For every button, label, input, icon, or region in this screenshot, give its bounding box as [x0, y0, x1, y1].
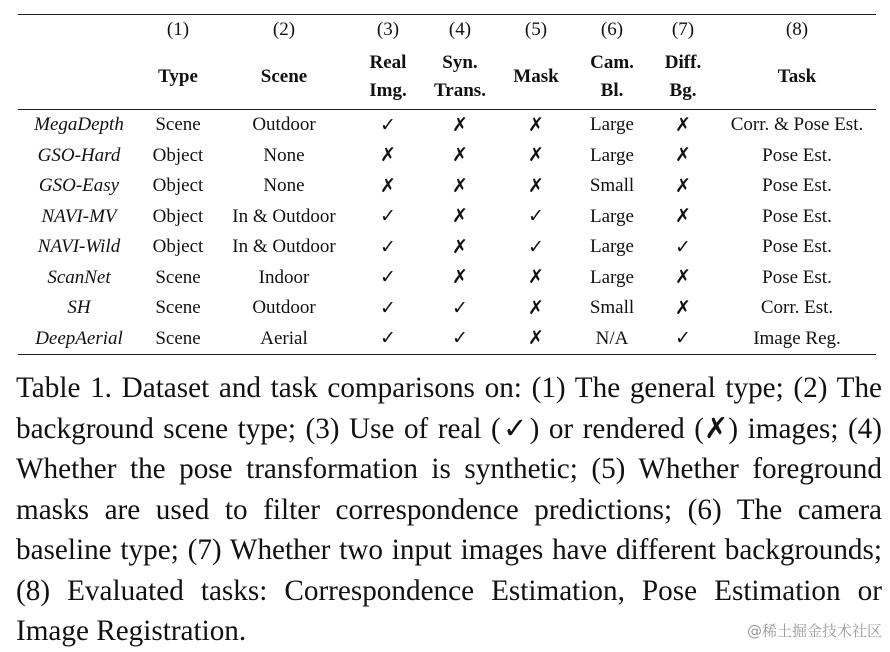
column-number-7: (7): [671, 19, 695, 40]
table-cell: N/A: [595, 327, 629, 349]
table-cell: Aerial: [260, 327, 308, 349]
dataset-name-cell: NAVI-MV: [41, 205, 117, 227]
table-cell: None: [263, 144, 305, 166]
table-cell: In & Outdoor: [232, 205, 336, 227]
table-cell: ✓: [380, 267, 396, 289]
table-cell: Scene: [155, 114, 201, 136]
column-header-line: Real: [369, 52, 407, 73]
table-cell: ✗: [452, 145, 468, 167]
column-header-line: Bl.: [600, 80, 624, 101]
table-cell: Small: [589, 175, 635, 197]
table-cell: Large: [590, 144, 634, 166]
table-cell: ✗: [528, 328, 544, 350]
table-cell: ✗: [452, 175, 468, 197]
dataset-name-cell: MegaDepth: [34, 114, 124, 136]
table-cell: Pose Est.: [762, 236, 832, 258]
table-cell: ✗: [675, 297, 691, 319]
column-number-4: (4): [448, 19, 472, 40]
table-cell: ✓: [380, 328, 396, 350]
table-cell: ✓: [675, 236, 691, 258]
table-cell: ✗: [528, 267, 544, 289]
table-cell: ✓: [528, 236, 544, 258]
column-number-8: (8): [785, 19, 809, 40]
dataset-name-cell: SH: [67, 297, 91, 319]
column-number-1: (1): [166, 19, 190, 40]
column-number-6: (6): [600, 19, 624, 40]
column-header-line: Scene: [260, 66, 308, 87]
column-header-0: [18, 45, 140, 110]
column-header-4: [424, 45, 496, 110]
table-cell: Large: [590, 114, 634, 136]
table-cell: Object: [152, 236, 204, 258]
table-cell: Image Reg.: [753, 327, 841, 349]
table-cell: Large: [590, 205, 634, 227]
table-row: [18, 263, 876, 294]
column-number-0: [18, 15, 140, 46]
table-cell: ✓: [380, 206, 396, 228]
table-row: [18, 324, 876, 355]
column-number-5: (5): [524, 19, 548, 40]
table-cell: ✗: [675, 145, 691, 167]
table-cell: ✗: [528, 114, 544, 136]
column-number-2: (2): [272, 19, 296, 40]
table-cell: ✗: [675, 114, 691, 136]
table-cell: ✓: [528, 206, 544, 228]
table-cell: ✗: [528, 145, 544, 167]
table-row: [18, 141, 876, 172]
table-row: [18, 232, 876, 263]
table-cell: Object: [152, 144, 204, 166]
table-cell: Pose Est.: [762, 205, 832, 227]
column-header-line: Type: [158, 66, 198, 87]
table-cell: Outdoor: [252, 114, 316, 136]
table-cell: ✗: [528, 175, 544, 197]
table-cell: Outdoor: [252, 297, 316, 319]
watermark-text: @稀土掘金技术社区: [746, 622, 882, 640]
table-cell: ✗: [675, 175, 691, 197]
table-cell: Object: [152, 205, 204, 227]
table-cell: Corr. Est.: [760, 297, 834, 319]
column-header-3: [352, 45, 424, 110]
table-cell: ✓: [452, 297, 468, 319]
column-header-6: [576, 45, 648, 110]
table-cell: ✓: [380, 114, 396, 136]
column-header-1: [140, 45, 216, 110]
dataset-name-cell: GSO-Hard: [37, 144, 121, 166]
column-header-line: Trans.: [434, 80, 486, 101]
column-header-line: Diff.: [664, 52, 702, 73]
table-cell: ✗: [452, 236, 468, 258]
column-header-8: [718, 45, 876, 110]
table-cell: Corr. & Pose Est.: [730, 114, 864, 136]
table-cell: Pose Est.: [762, 144, 832, 166]
table-row: [18, 293, 876, 324]
table-row: [18, 110, 876, 141]
table-caption: Table 1. Dataset and task comparisons on: (1) The general type; (2) The background scene type; (3) Use of real (✓) or rendered (✗) images; (4) Whether the pose transformation is synthetic; (5) Whether foreground masks are used to filter correspondence predictions; (6) The camera baseline type; (7) Whether two input images have different backgrounds; (8) Evaluated tasks: Correspondence Estimation, Pose Estimation or Image Registration.: [16, 372, 882, 647]
column-number-row: [18, 15, 876, 46]
table-cell: ✗: [452, 267, 468, 289]
dataset-name-cell: ScanNet: [47, 266, 111, 288]
table-cell: Indoor: [258, 266, 310, 288]
table-cell: In & Outdoor: [232, 236, 336, 258]
table-cell: Scene: [155, 297, 201, 319]
table-body: [18, 110, 876, 355]
column-header-line: Task: [777, 66, 817, 87]
table-cell: Pose Est.: [762, 266, 832, 288]
column-header-line: Syn.: [442, 52, 478, 73]
column-header-line: Img.: [369, 80, 407, 101]
column-header-line: Mask: [513, 66, 559, 87]
column-number-3: (3): [376, 19, 400, 40]
column-header-7: [648, 45, 718, 110]
table-cell: Large: [590, 266, 634, 288]
column-header-row: [18, 45, 876, 110]
table-row: [18, 171, 876, 202]
table-cell: ✗: [675, 267, 691, 289]
table-cell: Scene: [155, 327, 201, 349]
table-cell: Small: [589, 297, 635, 319]
table-cell: ✓: [452, 328, 468, 350]
table-cell: ✓: [675, 328, 691, 350]
table-cell: Scene: [155, 266, 201, 288]
table-cell: ✗: [675, 206, 691, 228]
table-cell: Pose Est.: [762, 175, 832, 197]
dataset-comparison-table: [18, 14, 876, 355]
table-cell: ✗: [380, 175, 396, 197]
column-header-2: [216, 45, 352, 110]
table-cell: ✗: [380, 145, 396, 167]
column-header-5: [496, 45, 576, 110]
table-cell: ✗: [452, 114, 468, 136]
table-cell: ✗: [452, 206, 468, 228]
table-cell: Object: [152, 175, 204, 197]
dataset-name-cell: DeepAerial: [35, 327, 123, 349]
table-cell: None: [263, 175, 305, 197]
table-cell: ✗: [528, 297, 544, 319]
dataset-name-cell: GSO-Easy: [38, 175, 120, 197]
column-header-line: Bg.: [669, 80, 697, 101]
table-row: [18, 202, 876, 233]
table-cell: Large: [590, 236, 634, 258]
table-cell: ✓: [380, 236, 396, 258]
dataset-name-cell: NAVI-Wild: [37, 236, 121, 258]
table-cell: ✓: [380, 297, 396, 319]
column-header-line: Cam.: [590, 52, 634, 73]
